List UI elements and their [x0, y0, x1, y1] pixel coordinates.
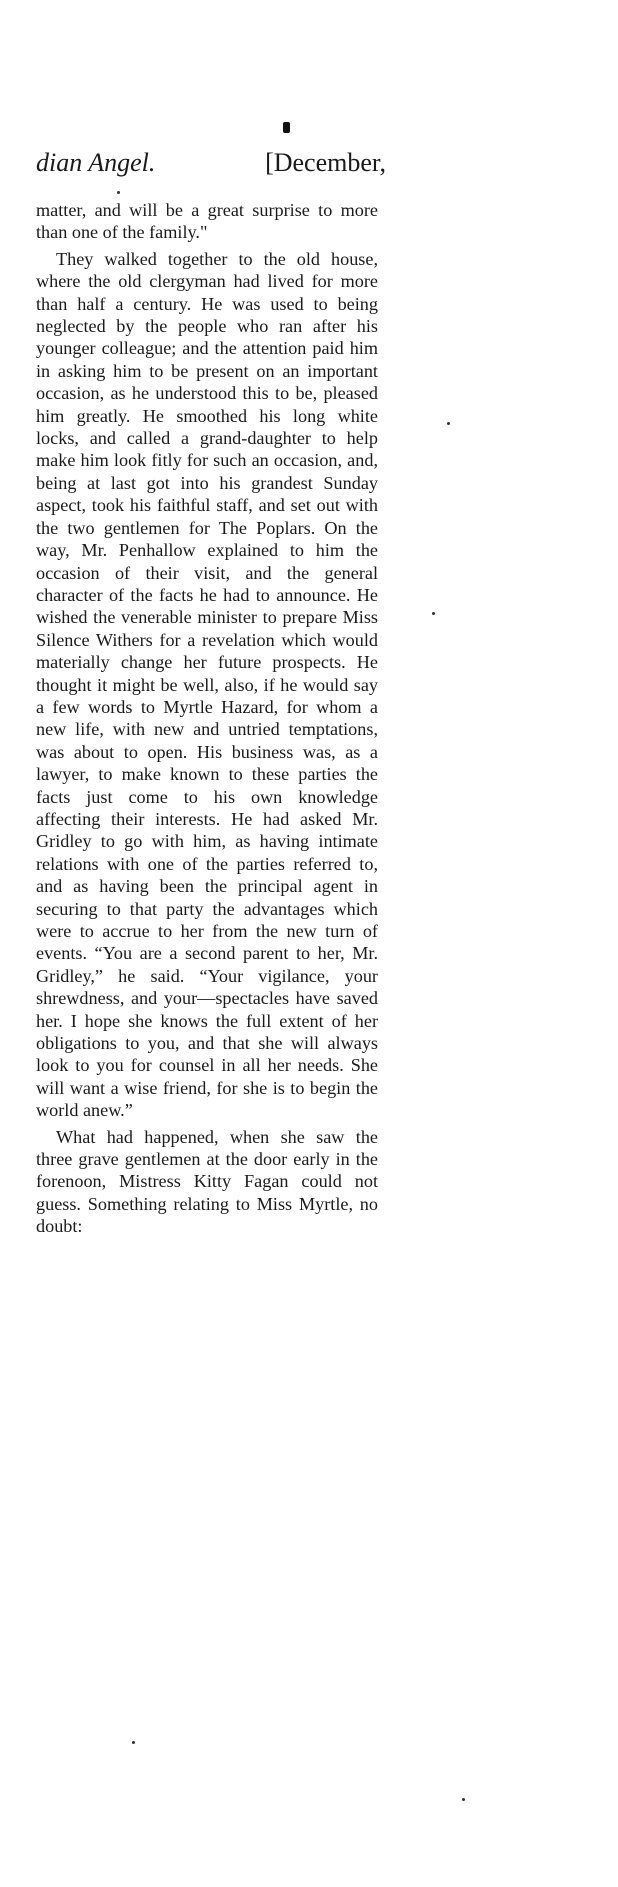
ink-speck: [462, 1798, 465, 1801]
ink-speck: [447, 422, 450, 425]
ink-speck: [132, 1741, 135, 1744]
text-column: [36, 199, 378, 1238]
header-date: [December,: [265, 148, 386, 177]
ink-speck: [432, 612, 435, 615]
ink-blot-mark: [283, 122, 290, 133]
ink-speck: [117, 191, 120, 194]
running-header: [36, 148, 386, 188]
paragraph-continuation: matter, and will be a great surprise to more than one of the family.": [36, 200, 378, 243]
paragraph: What had happened, when she saw the three grave gentlemen at the door early in the forenoon, Mistress Kitty Fagan could not guess. Something relating to Miss Myrtle, no doubt:: [36, 1126, 378, 1237]
paragraph: They walked together to the old house, where the old clergyman had lived for more than half a century. He was used to being neglected by the people who ran after his younger colleague; and the attention paid him in asking him to be present on an important occasion, as he understood this to be, pleased him greatly. He smoothed his long white locks, and called a grand-daughter to help make him look fitly for such an occasion, and, being at last got into his grandest Sunday aspect, took his faithful staff, and set out with the two gentlemen for The Poplars. On the way, Mr. Penhallow explained to him the occasion of their visit, and the general character of the facts he had to announce. He wished the venerable minister to prepare Miss Silence Withers for a revelation which would materially change her future prospects. He thought it might be well, also, if he would say a few words to Myrtle Hazard, for whom a new life, with new and untried temptations, was about to open. His business was, as a lawyer, to make known to these parties the facts just come to his own knowledge affecting their interests. He had asked Mr. Gridley to go with him, as having intimate relations with one of the parties referred to, and as having been the principal agent in securing to that party the advantages which were to accrue to her from the new turn of events. “You are a second parent to her, Mr. Gridley,” he said. “Your vigilance, your shrewdness, and your—spectacles have saved her. I hope she knows the full extent of her obligations to you, and that she will always look to you for counsel in all her needs. She will want a wise friend, for she is to begin the world anew.”: [36, 248, 378, 1121]
running-title: dian Angel.: [36, 148, 156, 177]
